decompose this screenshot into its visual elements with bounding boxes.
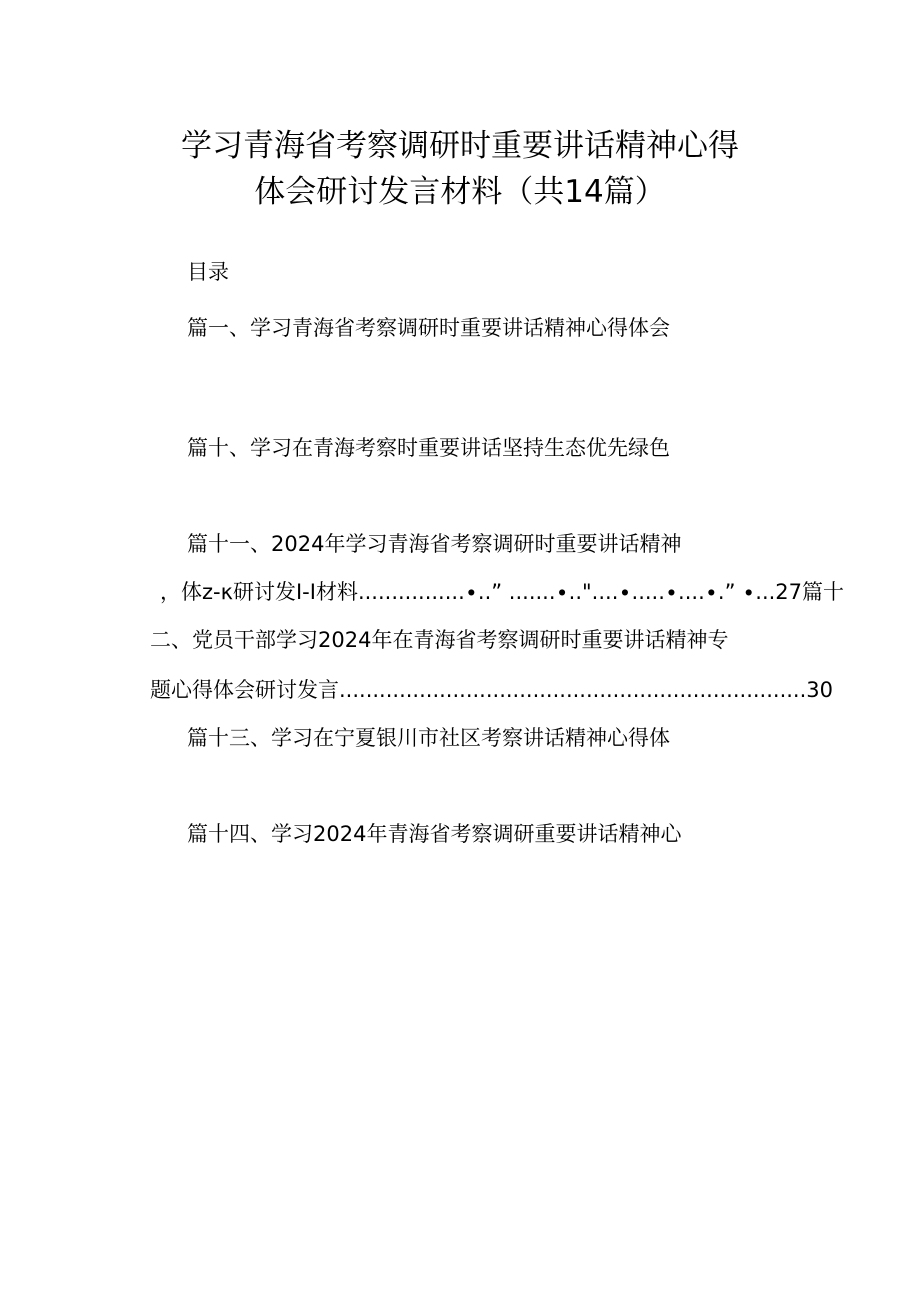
toc-line: 题心得体会研讨发言......................................................................30 [150,678,833,702]
toc-line: 篇十、学习在青海考察时重要讲话坚持生态优先绿色 [187,436,670,460]
document-title-line-2: 体会研讨发言材料（共14篇） [254,174,666,210]
toc-line: 篇十一、2024年学习青海省考察调研时重要讲话精神 [187,532,682,556]
toc-heading: 目录 [187,260,229,284]
toc-line: 篇十四、学习2024年青海省考察调研重要讲话精神心 [187,822,682,846]
toc-line: 篇十三、学习在宁夏银川市社区考察讲话精神心得体 [187,726,670,750]
toc-line: 二、党员干部学习2024年在青海省考察调研时重要讲话精神专 [150,628,729,652]
document-title-line-1: 学习青海省考察调研时重要讲话精神心得 [181,128,739,164]
toc-line: ，体z-κ研讨发I-I材料................∙..” .......∙.."....∙.....∙....∙.” ∙...27篇十 [160,580,845,604]
toc-line: 篇一、学习青海省考察调研时重要讲话精神心得体会 [187,316,670,340]
